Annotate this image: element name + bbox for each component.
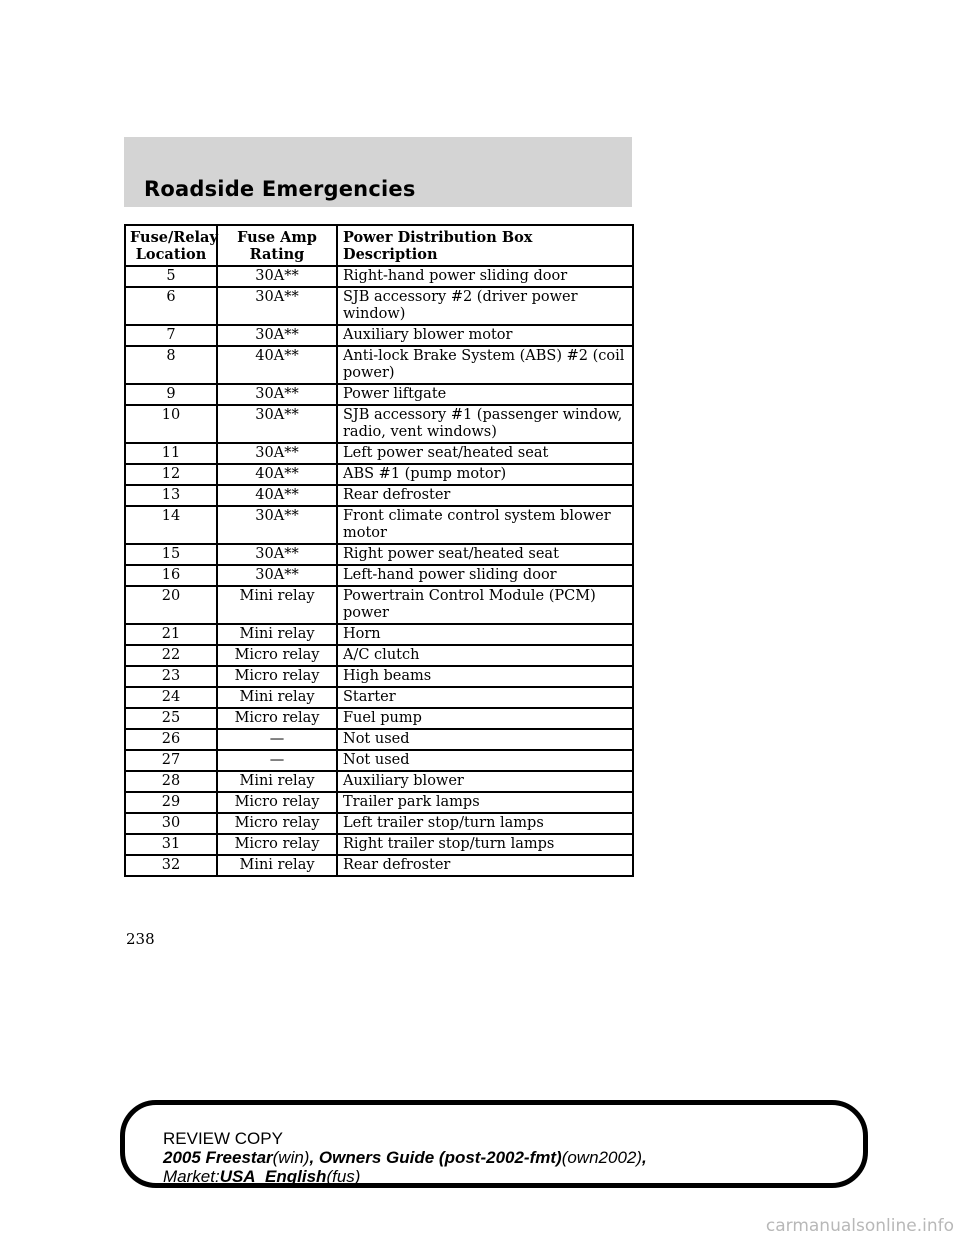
separator-comma: , [642,1148,647,1167]
cell-amp-rating: 30A** [217,266,337,287]
cell-location: 12 [125,464,217,485]
cell-description: Not used [337,729,633,750]
model-code: (win) [272,1148,310,1167]
cell-amp-rating: Micro relay [217,813,337,834]
cell-location: 31 [125,834,217,855]
cell-location: 11 [125,443,217,464]
cell-amp-rating: Micro relay [217,645,337,666]
cell-description: A/C clutch [337,645,633,666]
watermark: carmanualsonline.info [765,1216,954,1236]
cell-location: 24 [125,687,217,708]
review-copy-label: REVIEW COPY [163,1129,283,1148]
cell-description: Rear defroster [337,485,633,506]
table-row [125,666,633,687]
table-row [125,855,633,876]
cell-location: 29 [125,792,217,813]
cell-description: Not used [337,750,633,771]
cell-amp-rating: 30A** [217,287,337,325]
table-row [125,485,633,506]
table-row [125,687,633,708]
cell-amp-rating: 40A** [217,464,337,485]
cell-location: 32 [125,855,217,876]
guide-code: (own2002) [561,1148,643,1167]
cell-amp-rating: Mini relay [217,586,337,624]
market-value: USA_English [219,1167,327,1186]
cell-amp-rating: 30A** [217,405,337,443]
cell-description: Left trailer stop/turn lamps [337,813,633,834]
cell-description: Anti-lock Brake System (ABS) #2 (coil power) [337,346,633,384]
cell-description: Rear defroster [337,855,633,876]
table-row [125,750,633,771]
review-copy-box [120,1100,868,1188]
cell-amp-rating: 30A** [217,506,337,544]
cell-location: 16 [125,565,217,586]
table-row [125,346,633,384]
table-row [125,565,633,586]
cell-description: Right-hand power sliding door [337,266,633,287]
cell-location: 28 [125,771,217,792]
cell-location: 13 [125,485,217,506]
cell-amp-rating: 40A** [217,485,337,506]
header-amp-rating: Fuse Amp Rating [217,225,337,266]
cell-amp-rating: Mini relay [217,687,337,708]
table-row [125,834,633,855]
cell-description: Left-hand power sliding door [337,565,633,586]
cell-description: Starter [337,687,633,708]
table-row [125,792,633,813]
table-row [125,325,633,346]
cell-description: Power liftgate [337,384,633,405]
section-header [124,137,632,207]
market-label: Market: [163,1167,220,1186]
cell-location: 30 [125,813,217,834]
table-row [125,506,633,544]
cell-location: 10 [125,405,217,443]
cell-amp-rating: — [217,729,337,750]
cell-description: Fuel pump [337,708,633,729]
cell-location: 25 [125,708,217,729]
table-row [125,708,633,729]
table-row [125,813,633,834]
cell-description: Powertrain Control Module (PCM) power [337,586,633,624]
cell-amp-rating: — [217,750,337,771]
table-row [125,464,633,485]
review-copy-line [163,1129,647,1148]
table-row [125,771,633,792]
cell-amp-rating: 30A** [217,565,337,586]
cell-location: 20 [125,586,217,624]
cell-description: Right power seat/heated seat [337,544,633,565]
table-row [125,624,633,645]
cell-location: 14 [125,506,217,544]
table-row [125,443,633,464]
market-code: (fus) [326,1167,361,1186]
cell-amp-rating: Mini relay [217,855,337,876]
model-name: 2005 Freestar [163,1148,273,1167]
market-line [163,1167,647,1186]
cell-amp-rating: 30A** [217,443,337,464]
table-row [125,287,633,325]
cell-location: 15 [125,544,217,565]
cell-amp-rating: Micro relay [217,666,337,687]
cell-description: ABS #1 (pump motor) [337,464,633,485]
cell-amp-rating: Micro relay [217,792,337,813]
page-number: 238 [126,930,155,948]
cell-description: Front climate control system blower motor [337,506,633,544]
cell-location: 26 [125,729,217,750]
cell-amp-rating: Micro relay [217,834,337,855]
cell-amp-rating: Mini relay [217,771,337,792]
cell-description: Right trailer stop/turn lamps [337,834,633,855]
table-header-row [125,225,633,266]
cell-location: 7 [125,325,217,346]
table-row [125,266,633,287]
cell-description: Horn [337,624,633,645]
guide-name: , Owners Guide (post-2002-fmt) [309,1148,562,1167]
cell-amp-rating: 40A** [217,346,337,384]
cell-location: 6 [125,287,217,325]
cell-location: 22 [125,645,217,666]
table-body [125,266,633,876]
cell-description: SJB accessory #1 (passenger window, radio, vent windows) [337,405,633,443]
cell-location: 23 [125,666,217,687]
cell-location: 21 [125,624,217,645]
cell-amp-rating: Mini relay [217,624,337,645]
cell-location: 27 [125,750,217,771]
cell-amp-rating: 30A** [217,325,337,346]
cell-location: 9 [125,384,217,405]
cell-amp-rating: 30A** [217,384,337,405]
table-row [125,544,633,565]
cell-description: Trailer park lamps [337,792,633,813]
cell-description: SJB accessory #2 (driver power window) [337,287,633,325]
document-info-line [163,1148,647,1167]
table-row [125,586,633,624]
table-row [125,405,633,443]
cell-amp-rating: 30A** [217,544,337,565]
cell-amp-rating: Micro relay [217,708,337,729]
header-location: Fuse/Relay Location [125,225,217,266]
header-description: Power Distribution Box Description [337,225,633,266]
cell-location: 8 [125,346,217,384]
cell-location: 5 [125,266,217,287]
cell-description: High beams [337,666,633,687]
section-title: Roadside Emergencies [144,177,416,201]
table-row [125,729,633,750]
cell-description: Auxiliary blower motor [337,325,633,346]
cell-description: Auxiliary blower [337,771,633,792]
cell-description: Left power seat/heated seat [337,443,633,464]
table-row [125,645,633,666]
fuse-table [124,224,634,877]
table-row [125,384,633,405]
